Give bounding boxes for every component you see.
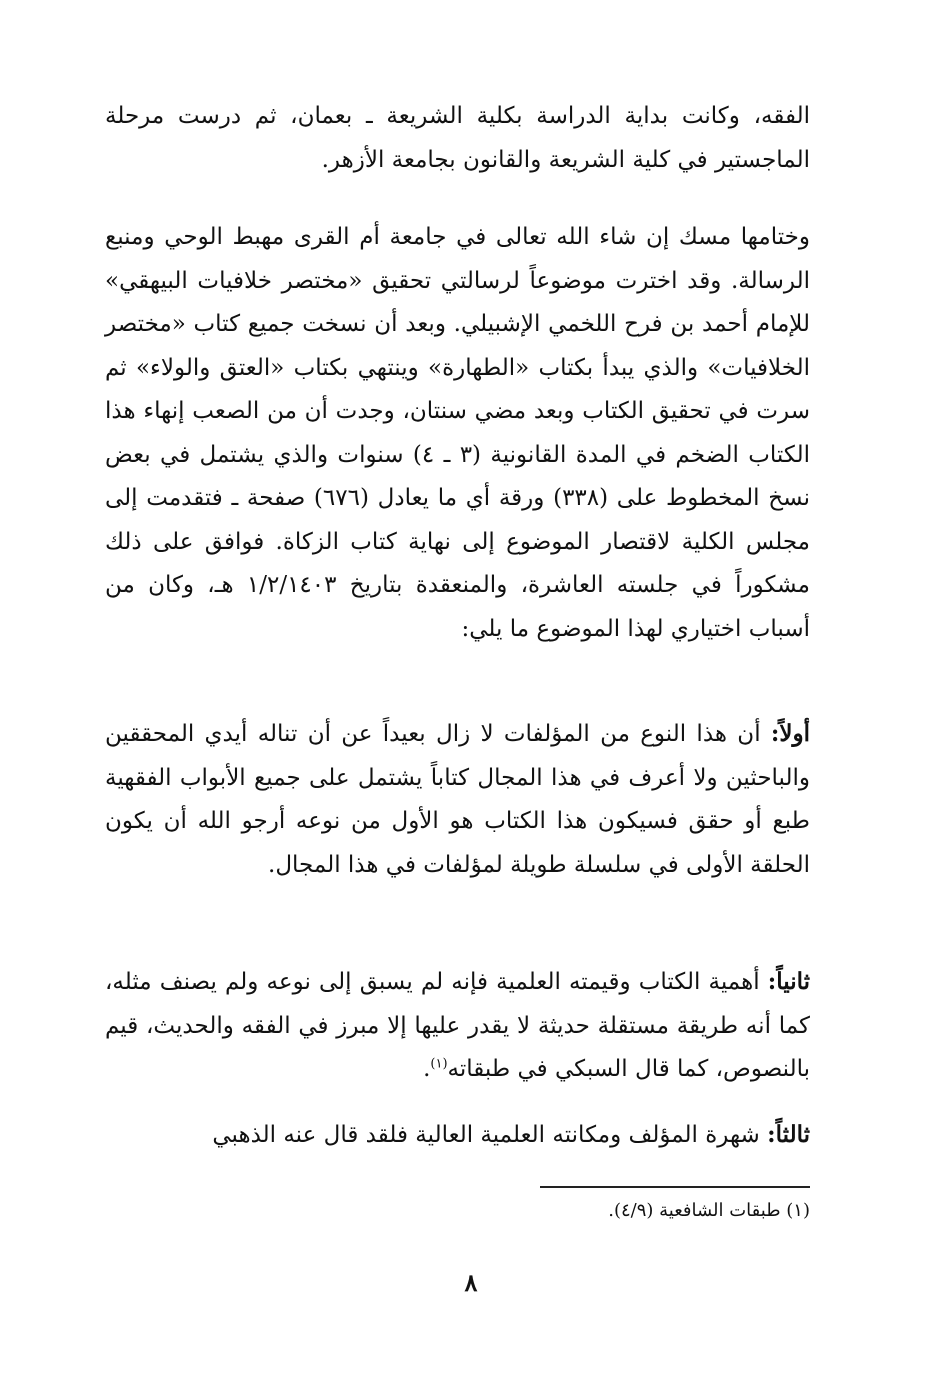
- paragraph-text: الفقه، وكانت بداية الدراسة بكلية الشريعة ـ بعمان، ثم درست مرحلة الماجستير في كلية الشريعة والقانون بجامعة الأزهر.: [105, 103, 810, 173]
- paragraph-text: أن هذا النوع من المؤلفات لا زال بعيداً عن أن تناله أيدي المحققين والباحثين ولا أعرف في هذا المجال كتاباً يشتمل على جميع الأبواب الفقهية طبع أو حقق فسيكون هذا الكتاب هو الأول من نوعه أرجو الله أن يكون الحلقة الأولى في سلسلة طويلة لمؤلفات في هذا المجال.: [105, 721, 810, 878]
- page-number: ٨: [464, 1268, 478, 1297]
- paragraph-body: [105, 712, 810, 887]
- footnote-text: طبقات الشافعية (٤/٩).: [608, 1200, 781, 1221]
- footnote-marker: (١): [786, 1200, 810, 1221]
- paragraph-reason-second: [105, 960, 810, 1092]
- paragraph-text: شهرة المؤلف ومكانته العلمية العالية فلقد قال عنه الذهبي: [212, 1122, 768, 1148]
- paragraph-tail: .: [423, 1056, 431, 1082]
- paragraph-text: وختامها مسك إن شاء الله تعالى في جامعة أم القرى مهبط الوحي ومنبع الرسالة. وقد اخترت موضوعاً لرسالتي تحقيق «مختصر خلافيات البيهقي» للإمام أحمد بن فرح اللخمي الإشبيلي. وبعد أن نسخت جميع كتاب «مختصر الخلافيات» والذي يبدأ بكتاب «الطهارة» وينتهي بكتاب «العتق والولاء» ثم سرت في تحقيق الكتاب وبعد مضي سنتان، وجدت أن من الصعب إنهاء هذا الكتاب الضخم في المدة القانونية (٣ ـ ٤) سنوات والذي يشتمل في بعض نسخ المخطوط على (٣٣٨) ورقة أي ما يعادل (٦٧٦) صفحة ـ فتقدمت إلى مجلس الكلية لاقتصار الموضوع إلى نهاية كتاب الزكاة. فوافق على ذلك مشكوراً في جلسته العاشرة، والمنعقدة بتاريخ ١/٢/١٤٠٣ هـ، وكان من أسباب اختياري لهذا الموضوع ما يلي:: [105, 224, 810, 642]
- paragraph-body: [105, 1113, 810, 1158]
- paragraph-lead: أولاً:: [770, 720, 810, 747]
- paragraph-body: [105, 960, 810, 1092]
- paragraph-text: أهمية الكتاب وقيمته العلمية فإنه لم يسبق إلى نوعه ولم يصنف مثله، كما أنه طريقة مستقلة حديثة لا يقدر عليها إلا مبرز في الفقه والحديث، قيم بالنصوص، كما قال السبكي في طبقاته: [105, 969, 810, 1082]
- paragraph-lead: ثالثاً:: [767, 1121, 810, 1148]
- paragraph-reason-first: [105, 712, 810, 887]
- paragraph-thesis-topic: [105, 216, 810, 651]
- footnote-divider: [540, 1186, 810, 1188]
- paragraph-intro-continued: [105, 95, 810, 182]
- footnote: [105, 1196, 810, 1226]
- paragraph-reason-third: [105, 1113, 810, 1158]
- footnote-reference: (١): [430, 1056, 448, 1072]
- paragraph-lead: ثانياً:: [767, 968, 810, 995]
